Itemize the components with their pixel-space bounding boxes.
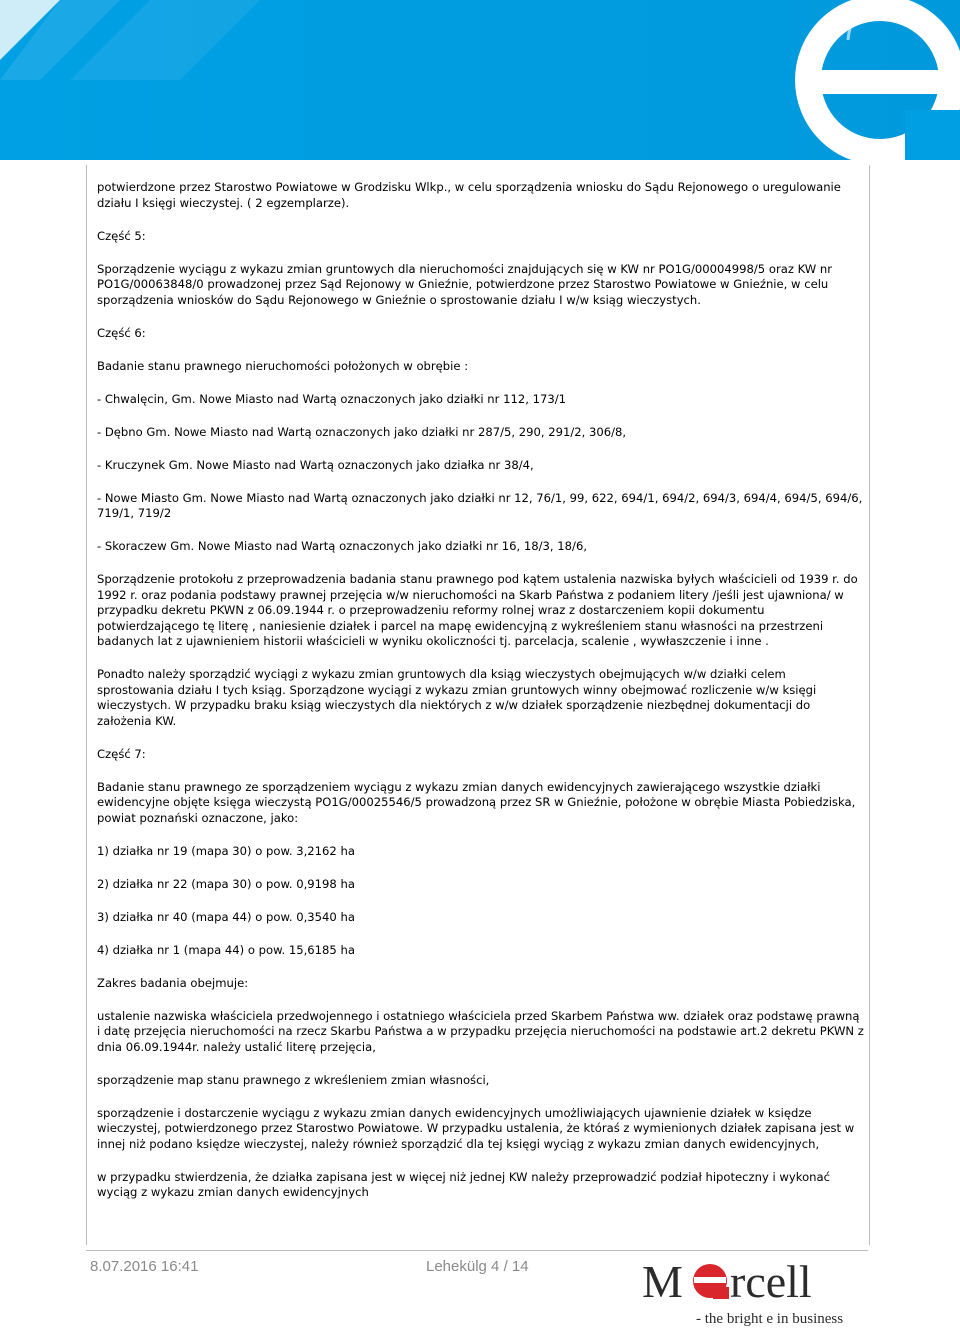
footer-divider: [86, 1250, 868, 1251]
footer-date: 8.07.2016 16:41: [90, 1258, 199, 1275]
list-item: 4) działka nr 1 (mapa 44) o pow. 15,6185 ha: [97, 942, 355, 957]
logo-tagline: - the bright e in business: [696, 1311, 844, 1327]
paragraph: potwierdzone przez Starostwo Powiatowe w Grodzisku Wlkp., w celu sporządzenia wniosku do Sądu Rejonowego o uregulowanie działu I księgi wieczystej. ( 2 egzemplarze).: [97, 180, 841, 210]
paragraph: sporządzenie i dostarczenie wyciągu z wykazu zmian danych ewidencyjnych umożliwiających ujawnienie działek w księdze wieczystej, potwierdzonego przez Starostwo Powiatowe. W przypadku ustalenia, że któraś z wymienionych działek zapisana jest w innej niż podano księdze wieczystej, należy również sporządzić dla tej księgi wyciąg z wykazu zmian danych ewidencyjnych,: [97, 1105, 855, 1151]
list-item: 3) działka nr 40 (mapa 44) o pow. 0,3540 ha: [97, 909, 355, 924]
document-body: [97, 180, 865, 1218]
footer-page-number: Lehekülg 4 / 14: [426, 1258, 529, 1275]
section-heading-7: Część 7:: [97, 746, 146, 761]
marcell-logo: [640, 1253, 870, 1329]
header-banner: [0, 0, 960, 160]
list-item: - Skoraczew Gm. Nowe Miasto nad Wartą oznaczonych jako działki nr 16, 18/3, 18/6,: [97, 539, 588, 553]
section-heading-5: Część 5:: [97, 228, 146, 243]
paragraph: Zakres badania obejmuje:: [97, 975, 249, 990]
paragraph: ustalenie nazwiska właściciela przedwojennego i ostatniego właściciela przed Skarbem Państwa ww. działek oraz podstawę prawną i datę przejęcia nieruchomości na rzecz Skarbu Państwa a w przypadku przejęcia nieruchomości na podstawie art.2 dekretu PKWN z dnia 06.09.1944r. należy ustalić literę przejęcia,: [97, 1008, 864, 1054]
section-heading-6: Część 6:: [97, 325, 146, 340]
list-item: - Nowe Miasto Gm. Nowe Miasto nad Wartą oznaczonych jako działki nr 12, 76/1, 99, 622, 694/1, 694/2, 694/3, 694/4, 694/5, 694/6, 719/1, 719/2: [97, 490, 863, 520]
paragraph: Ponadto należy sporządzić wyciągi z wykazu zmian gruntowych dla ksiąg wieczystych obejmujących w/w działki celem sprostowania działu I tych ksiąg. Sporządzone wyciągi z wykazu zmian gruntowych winny obejmować rozliczenie w/w księgi wieczystych. W przypadku braku ksiąg wieczystych dla niektórych z w/w działek sporządzenie niezbędnej dokumentacji do założenia KW.: [97, 667, 817, 728]
paragraph: Sporządzenie protokołu z przeprowadzenia badania stanu prawnego pod kątem ustalenia nazwiska byłych właścicieli od 1939 r. do 1992 r. oraz podania podstawy prawnej przejęcia w/w nieruchomości na Skarb Państwa z podaniem litery /jeśli jest ujawniona/ w przypadku dekretu PKWN z 06.09.1944 r. o przeprowadzeniu reformy rolnej wraz z dostarczeniem kopii dokumentu potwierdzającego tę literę , naniesienie działek i parcel na mapę ewidencyjną z wykreśleniem stanu własności na przestrzeni badanych lat z ujawnieniem historii właścicieli w wyniku okoliczności tj. parcelacja, scalenie , wywłaszczenie i inne .: [97, 572, 858, 648]
paragraph: Badanie stanu prawnego nieruchomości położonych w obrębie :: [97, 358, 469, 373]
list-item: 2) działka nr 22 (mapa 30) o pow. 0,9198 ha: [97, 876, 355, 891]
header-banner-graphic: [0, 0, 960, 160]
list-item: - Chwalęcin, Gm. Nowe Miasto nad Wartą oznaczonych jako działki nr 112, 173/1: [97, 391, 567, 406]
svg-text:rcell: rcell: [730, 1256, 812, 1307]
marcell-logo-graphic: [640, 1253, 870, 1329]
paragraph: sporządzenie map stanu prawnego z wkreśleniem zmian własności,: [97, 1072, 490, 1087]
svg-text:M: M: [642, 1256, 683, 1307]
paragraph: Sporządzenie wyciągu z wykazu zmian gruntowych dla nieruchomości znajdujących się w KW nr PO1G/00004998/5 oraz KW nr PO1G/00063848/0 prowadzonej przez Sąd Rejonowy w Gnieźnie, potwierdzone przez Starostwo Powiatowe w Gnieźnie, w celu sporządzenia wniosków do Sądu Rejonowego w Gnieźnie o sprostowanie działu I w/w ksiąg wieczystych.: [97, 261, 833, 307]
marcell-e-icon: [693, 1264, 729, 1299]
paragraph: w przypadku stwierdzenia, że działka zapisana jest w więcej niż jednej KW należy przeprowadzić podział hipoteczny i wykonać wyciąg z wykazu zmian danych ewidencyjnych: [97, 1169, 830, 1199]
list-item: - Dębno Gm. Nowe Miasto nad Wartą oznaczonych jako działki nr 287/5, 290, 291/2, 306/8,: [97, 424, 627, 439]
paragraph: Badanie stanu prawnego ze sporządzeniem wyciągu z wykazu zmian danych ewidencyjnych zawierającego wszystkie działki ewidencyjne objęte księga wieczystą PO1G/00025546/5 prowadzoną przez SR w Gnieźnie, położone w obrębie Miasta Pobiedziska, powiat poznański oznaczone, jako:: [97, 779, 856, 825]
list-item: - Kruczynek Gm. Nowe Miasto nad Wartą oznaczonych jako działka nr 38/4,: [97, 457, 534, 472]
list-item: 1) działka nr 19 (mapa 30) o pow. 3,2162 ha: [97, 843, 355, 858]
